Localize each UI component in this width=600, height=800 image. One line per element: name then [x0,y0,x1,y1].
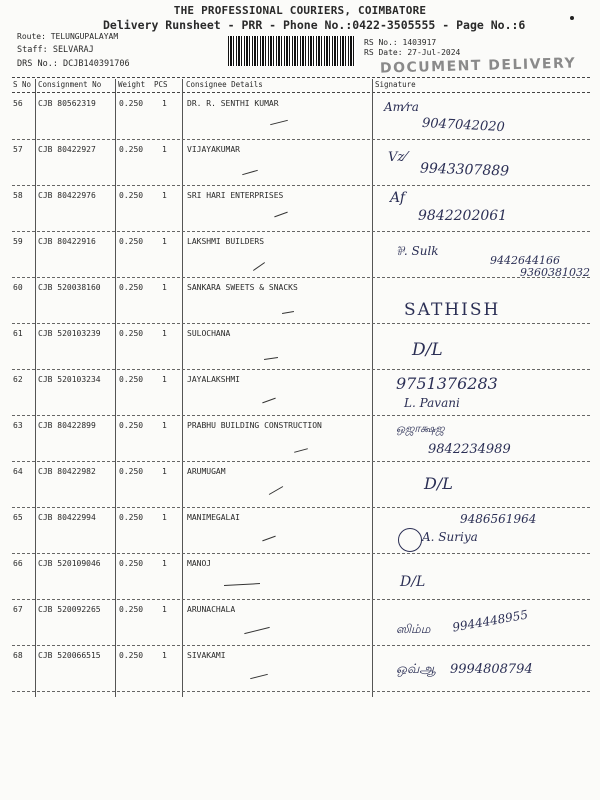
table-row [12,600,590,646]
consignment-cell: CJB 80422994 [38,513,96,522]
handwritten-delivered: D/L [412,340,443,360]
col-header-consignment: Consignment No [38,80,102,89]
table-row [12,416,590,462]
table-row [12,278,590,324]
weight-cell: 0.250 [119,559,144,568]
col-header-pcs: PCS [154,80,168,89]
weight-cell: 0.250 [119,513,144,522]
consignee-cell: ARUNACHALA [187,605,236,614]
consignee-cell: PRABHU BUILDING CONSTRUCTION [187,421,322,430]
pcs-cell: 1 [162,513,167,522]
check-mark [274,212,287,218]
handwritten-phone: 9944448955 [451,607,529,635]
consignment-cell: CJB 520038160 [38,283,101,292]
consignment-cell: CJB 80422976 [38,191,96,200]
check-mark [269,486,283,495]
consignee-cell: SIVAKAMI [187,651,226,660]
pcs-cell: 1 [162,421,167,430]
consignee-cell: SRI HARI ENTERPRISES [187,191,284,200]
pcs-cell: 1 [162,191,167,200]
runsheet-subtitle: Delivery Runsheet - PRR - Phone No.:0422-3505555 - Page No.:6 [103,18,526,32]
consignee-cell: ARUMUGAM [187,467,226,476]
pcs-cell: 1 [162,329,167,338]
table-row [12,646,590,692]
check-mark [264,357,278,360]
consignment-cell: CJB 520066515 [38,651,101,660]
weight-cell: 0.250 [119,191,144,200]
consignment-cell: CJB 80422916 [38,237,96,246]
col-header-consignee: Consignee Details [186,80,263,89]
check-mark [282,311,294,314]
weight-cell: 0.250 [119,99,144,108]
consignment-cell: CJB 520103234 [38,375,101,384]
pcs-cell: 1 [162,283,167,292]
handwritten-phone: 9994808794 [450,662,533,677]
consignee-cell: LAKSHMI BUILDERS [187,237,265,246]
consignee-cell: SANKARA SWEETS & SNACKS [187,283,298,292]
route-label: Route: TELUNGUPALAYAM [17,32,119,41]
row-divider [12,691,590,692]
weight-cell: 0.250 [119,605,144,614]
consignment-cell: CJB 80422899 [38,421,96,430]
weight-cell: 0.250 [119,237,144,246]
handwritten-phone: 9442644166 [490,254,560,267]
check-mark [270,120,288,125]
pcs-cell: 1 [162,605,167,614]
weight-cell: 0.250 [119,421,144,430]
signature-scribble: Am⁄ra [384,100,419,114]
table-row [12,324,590,370]
sno-cell: 67 [13,605,23,614]
pcs-cell: 1 [162,467,167,476]
handwritten-delivered: D/L [424,474,453,493]
signature-scribble: Af [390,190,406,206]
table-row [12,370,590,416]
handwritten-delivered: D/L [400,574,426,590]
consignee-cell: SULOCHANA [187,329,231,338]
check-mark [224,583,260,586]
sno-cell: 68 [13,651,23,660]
handwritten-name: L. Pavani [404,396,460,410]
header-divider-bottom [12,92,590,93]
sno-cell: 57 [13,145,23,154]
weight-cell: 0.250 [119,467,144,476]
check-mark [250,674,268,679]
barcode [228,36,356,66]
consignment-cell: CJB 80562319 [38,99,96,108]
check-mark [242,170,258,175]
sno-cell: 58 [13,191,23,200]
check-mark [294,448,308,453]
sno-cell: 60 [13,283,23,292]
document-delivery-stamp: DOCUMENT DELIVERY [379,55,577,77]
sno-cell: 66 [13,559,23,568]
header-divider-top [12,77,590,78]
consignee-cell: DR. R. SENTHI KUMAR [187,99,279,108]
consignment-cell: CJB 520092265 [38,605,101,614]
table-row [12,94,590,140]
check-mark [244,627,269,634]
handwritten-phone: 9842202061 [418,208,508,224]
check-mark [262,536,275,542]
signature-name: SATHISH [404,300,501,320]
drs-number: DRS No.: DCJB140391706 [17,59,130,69]
document-title: THE PROFESSIONAL COURIERS, COIMBATORE [173,4,427,17]
weight-cell: 0.250 [119,651,144,660]
signature-scribble: ஒஜாக்ஷஜ [396,422,445,435]
handwritten-phone: 9751376283 [396,374,498,393]
consignment-cell: CJB 80422982 [38,467,96,476]
col-header-signature: Signature [375,80,416,89]
handwritten-phone: 9486561964 [460,512,537,526]
sno-cell: 56 [13,99,23,108]
signature-scribble [398,528,422,552]
consignee-cell: MANIMEGALAI [187,513,240,522]
weight-cell: 0.250 [119,329,144,338]
table-row [12,462,590,508]
weight-cell: 0.250 [119,375,144,384]
sno-cell: 65 [13,513,23,522]
rs-date: RS Date: 27-Jul-2024 [364,48,461,57]
signature-scribble: ஸிம்ம [396,622,431,636]
sno-cell: 62 [13,375,23,384]
handwritten-phone: 9047042020 [421,115,506,136]
consignee-cell: JAYALAKSHMI [187,375,240,384]
signature-scribble: Vz⁄ [388,150,407,165]
weight-cell: 0.250 [119,283,144,292]
weight-cell: 0.250 [119,145,144,154]
signature-scribble: ⅌. Sulk [396,244,439,258]
consignment-cell: CJB 520103239 [38,329,101,338]
col-header-weight: Weight [118,80,146,89]
table-row [12,508,590,554]
signature-scribble: ஒவ்ஆ [396,662,436,677]
rs-number: RS No.: 1403917 [364,38,437,47]
pcs-cell: 1 [162,559,167,568]
check-mark [253,262,265,271]
table-row [12,554,590,600]
handwritten-phone-2: 9360381032 [520,266,590,279]
pcs-cell: 1 [162,99,167,108]
consignee-cell: MANOJ [187,559,212,568]
table-row [12,232,590,278]
consignee-cell: VIJAYAKUMAR [187,145,240,154]
handwritten-phone: 9842234989 [428,442,511,457]
table-row [12,186,590,232]
pcs-cell: 1 [162,237,167,246]
pcs-cell: 1 [162,375,167,384]
handwritten-phone: 9943307889 [419,160,510,180]
pcs-cell: 1 [162,145,167,154]
consignment-cell: CJB 520109046 [38,559,101,568]
sno-cell: 61 [13,329,23,338]
table-row [12,140,590,186]
sno-cell: 63 [13,421,23,430]
consignment-cell: CJB 80422927 [38,145,96,154]
handwritten-name: A. Suriya [422,530,478,544]
sno-cell: 64 [13,467,23,476]
sno-cell: 59 [13,237,23,246]
check-mark [262,398,275,404]
staff-label: Staff: SELVARAJ [17,45,94,55]
col-header-sno: S No [13,80,32,89]
pcs-cell: 1 [162,651,167,660]
